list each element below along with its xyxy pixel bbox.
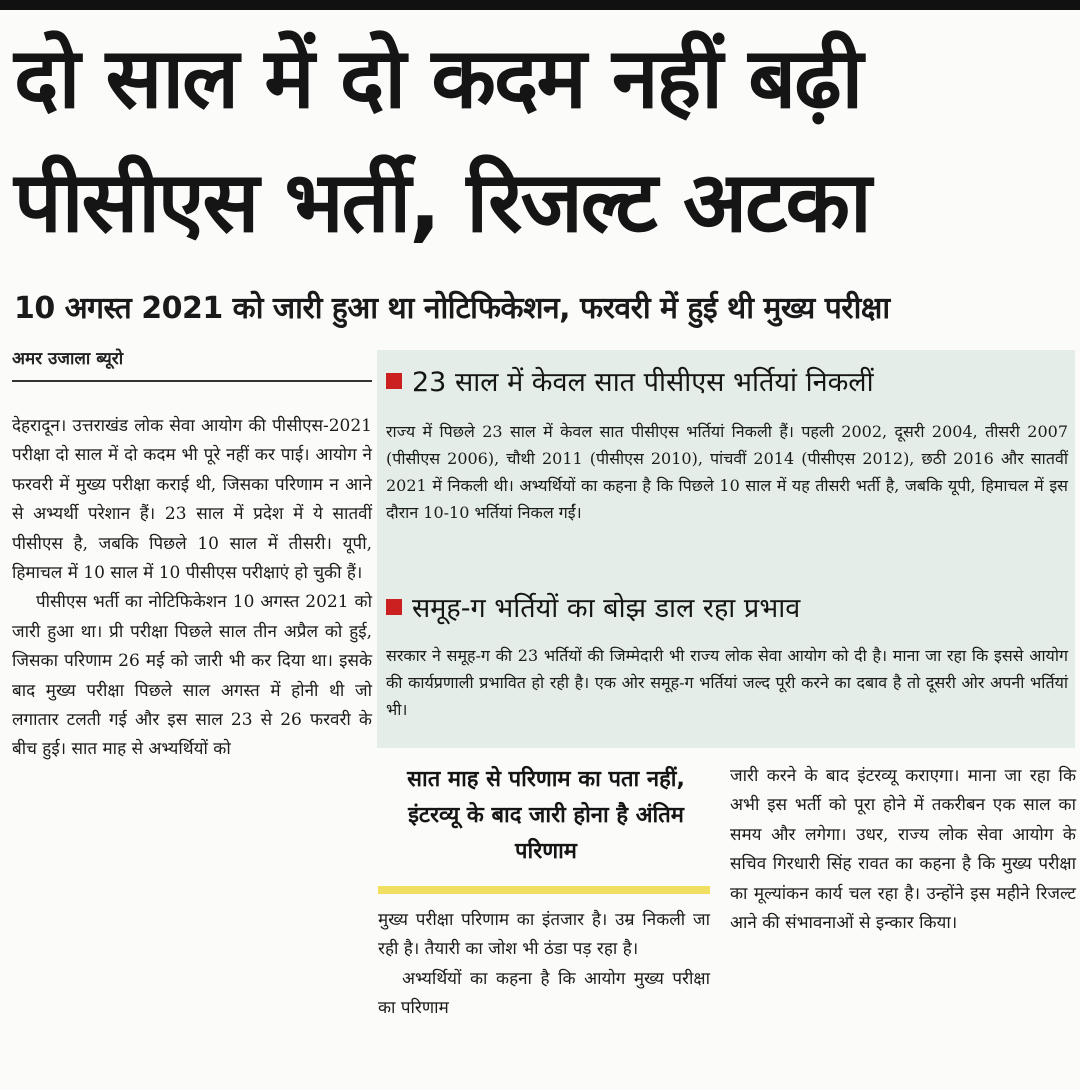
article-paragraph-2: पीसीएस भर्ती का नोटिफिकेशन 10 अगस्त 2021 को जारी हुआ था। प्री परीक्षा पिछले साल तीन अप्रैल को हुई, जिसका परिणाम 26 मई को जारी भी कर दिया था। इसके बाद मुख्य परीक्षा पिछले साल अगस्त में होनी थी जो लगातार टलती गई और इस साल 23 से 26 फरवरी के बीच हुई। सात माह से अभ्यर्थियों को <box>12 592 372 760</box>
top-border <box>0 0 1080 10</box>
headline-line-2: पीसीएस भर्ती, रिजल्ट अटका <box>14 153 870 251</box>
byline-divider <box>12 380 372 382</box>
byline: अमर उजाला ब्यूरो <box>12 349 124 369</box>
side-story-headline: सात माह से परिणाम का पता नहीं, इंटरव्यू के बाद जारी होना है अंतिम परिणाम <box>407 767 685 864</box>
box-heading-1 <box>386 362 874 399</box>
box-body-1: राज्य में पिछले 23 साल में केवल सात पीसीएस भर्तियां निकली हैं। पहली 2002, दूसरी 2004, तीसरी 2007 (पीसीएस 2006), चौथी 2011 (पीसीएस 2010), पांचवीं 2014 (पीसीएस 2012), छठी 2016 और सातवीं 2021 में निकली थी। अभ्यर्थियों का कहना है कि पिछले 10 साल में यह तीसरी भर्ती है, जबकि यूपी, हिमाचल में इस दौरान 10-10 भर्तियां निकल गईं। <box>386 422 1068 522</box>
side-story-paragraph-2: अभ्यर्थियों का कहना है कि आयोग मुख्य परीक्षा का परिणाम <box>378 968 710 1019</box>
main-article-column <box>12 412 372 765</box>
box-heading-1-text: 23 साल में केवल सात पीसीएस भर्तियां निकलीं <box>412 367 874 398</box>
side-story-paragraph-3: जारी करने के बाद इंटरव्यू कराएगा। माना जा रहा कि अभी इस भर्ती को पूरा होने में तकरीबन एक साल का समय और लगेगा। उधर, राज्य लोक सेवा आयोग के सचिव गिरधारी सिंह रावत का कहना है कि मुख्य परीक्षा का मूल्यांकन कार्य चल रहा है। उन्होंने इस महीने रिजल्ट आने की संभावनाओं से इन्कार किया। <box>730 766 1076 934</box>
red-square-bullet-icon <box>386 599 402 615</box>
red-square-bullet-icon <box>386 373 402 389</box>
box-body-2: सरकार ने समूह-ग की 23 भर्तियों की जिम्मेदारी भी राज्य लोक सेवा आयोग को दी है। माना जा रहा कि इससे आयोग की कार्यप्रणाली प्रभावित हो रही है। एक ओर समूह-ग भर्तियां जल्द पूरी करने का दबाव है तो दूसरी ओर अपनी भर्तियां भी। <box>386 646 1068 719</box>
side-story-middle-column <box>378 906 710 1024</box>
side-story-right-column <box>730 762 1076 938</box>
box-heading-2 <box>386 588 800 625</box>
sub-headline: 10 अगस्त 2021 को जारी हुआ था नोटिफिकेशन, फरवरी में हुई थी मुख्य परीक्षा <box>14 291 890 326</box>
headline-line-1: दो साल में दो कदम नहीं बढ़ी <box>14 29 862 127</box>
box-heading-2-text: समूह-ग भर्तियों का बोझ डाल रहा प्रभाव <box>412 593 801 624</box>
highlight-divider <box>378 886 710 894</box>
article-paragraph-1: देहरादून। उत्तराखंड लोक सेवा आयोग की पीसीएस-2021 परीक्षा दो साल में दो कदम भी पूरे नहीं कर पाई। आयोग ने फरवरी में मुख्य परीक्षा कराई थी, जिसका परिणाम न आने से अभ्यर्थी परेशान हैं। 23 साल में प्रदेश में ये सातवीं पीसीएस है, जबकि पिछले 10 साल में तीसरी। यूपी, हिमाचल में 10 साल में 10 पीसीएस परीक्षाएं हो चुकी हैं। <box>12 416 372 584</box>
side-story-paragraph-1: मुख्य परीक्षा परिणाम का इंतजार है। उम्र निकली जा रही है। तैयारी का जोश भी ठंडा पड़ रहा है। <box>378 910 710 960</box>
